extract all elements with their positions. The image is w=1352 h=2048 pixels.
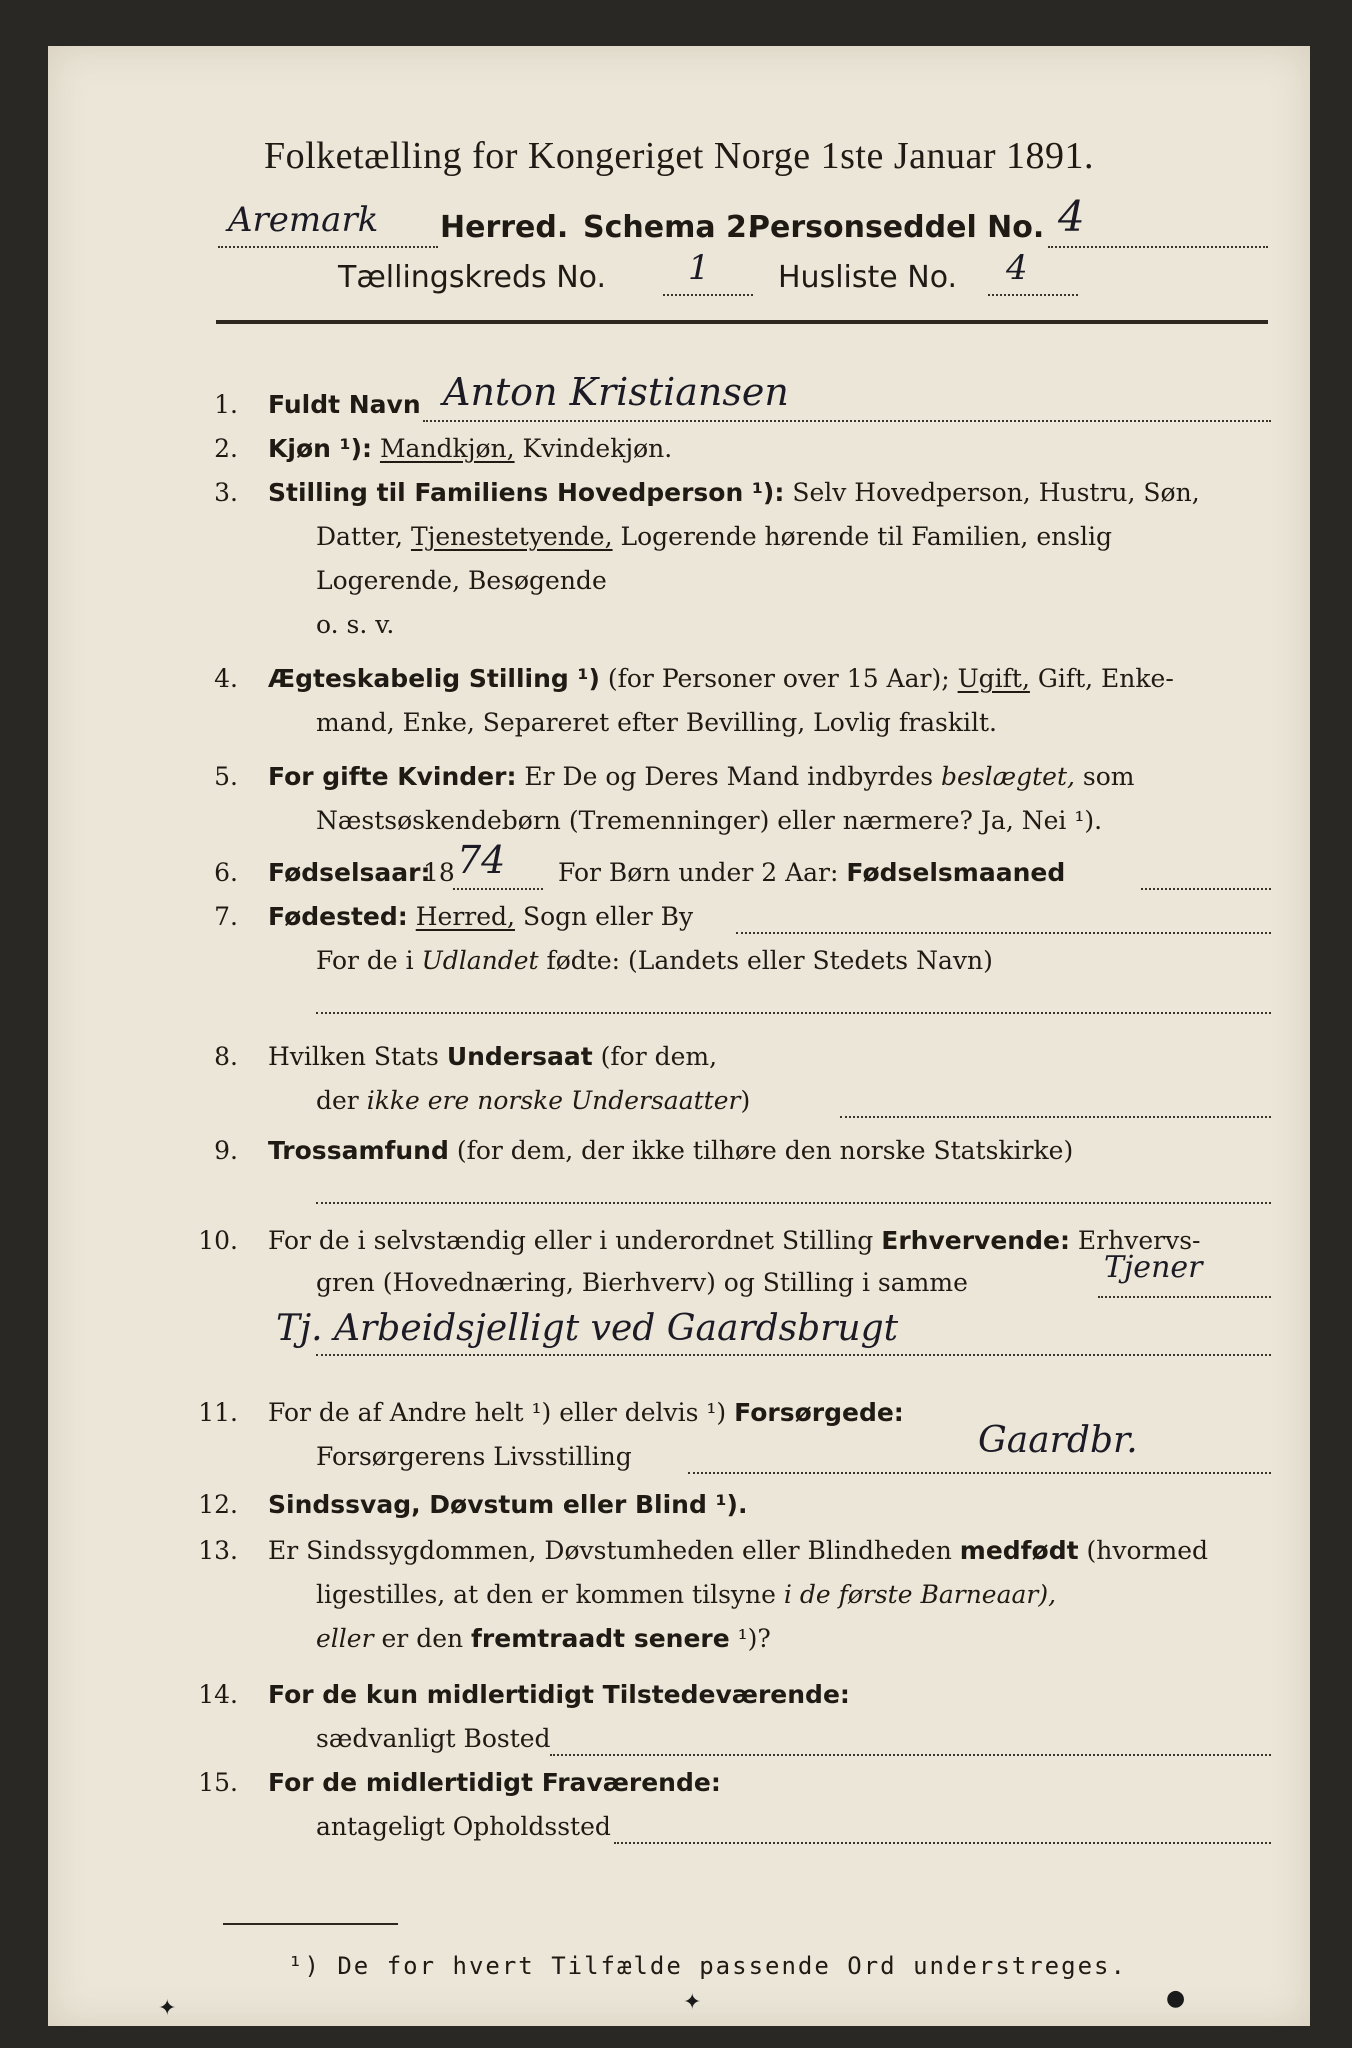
item-3-options-b: Logerende hørende til Familien, enslig (620, 522, 1113, 551)
item-3-line-4: o. s. v. (316, 610, 395, 639)
herred-field (218, 200, 438, 248)
kreds-label: Tællingskreds No. (338, 260, 606, 295)
item-13-fremtraadt: fremtraadt senere (471, 1624, 730, 1653)
item-13-number: 13. (198, 1536, 238, 1565)
item-11-number: 11. (198, 1398, 238, 1427)
item-1-number: 1. (214, 390, 238, 419)
kreds-value: 1 (688, 248, 710, 288)
occupation-value-1: Tjener (1104, 1250, 1203, 1285)
occupation-field-1 (1098, 1250, 1271, 1298)
item-4-note: (for Personer over 15 Aar); (607, 664, 950, 693)
form-title: Folketælling for Kongeriget Norge 1ste Januar 1891. (263, 135, 1095, 177)
item-6-label: Fødselsaar: (268, 858, 431, 887)
item-7-herred-option: Herred, (415, 902, 515, 931)
item-6-number: 6. (214, 858, 238, 887)
item-11-question: For de af Andre helt ¹) eller delvis ¹) (268, 1398, 727, 1427)
item-13-medfodt: medfødt (959, 1536, 1079, 1565)
item-9-line (268, 1136, 1073, 1165)
herred-value: Aremark (228, 200, 379, 240)
item-9-number: 9. (214, 1136, 238, 1165)
item-4-line-1 (268, 664, 1174, 693)
birth-month-field (1141, 852, 1271, 890)
item-8-question: Hvilken Stats (268, 1042, 439, 1071)
item-13-eller: eller (316, 1624, 374, 1653)
item-5-line-2: Næstsøskendebørn (Tremenninger) eller nærmere? Ja, Nei ¹). (316, 806, 1103, 835)
item-6-birth-month-label: Fødselsmaaned (846, 858, 1066, 887)
item-10-question: For de i selvstændig eller i underordnet Stilling (268, 1226, 874, 1255)
item-4-number: 4. (214, 664, 238, 693)
occupation-field-2 (276, 1308, 1271, 1356)
item-13-line-2 (316, 1580, 1056, 1609)
item-12-label: Sindssvag, Døvstum eller Blind ¹). (268, 1490, 748, 1519)
item-7-label: Fødested: (268, 902, 408, 931)
item-10-erhvervs: Erhvervs- (1077, 1226, 1201, 1255)
item-5-question: Er De og Deres Mand indbyrdes (524, 762, 934, 791)
item-1-label: Fuldt Navn (268, 390, 421, 419)
item-13-hvormed: (hvormed (1086, 1536, 1209, 1565)
item-7-line-2 (316, 946, 993, 975)
husliste-label: Husliste No. (778, 260, 958, 295)
item-2-line (268, 434, 672, 463)
item-7-line-1 (268, 902, 693, 931)
item-5-beslaegtet: beslægtet, (941, 762, 1075, 791)
item-14-line-2: sædvanligt Bosted (316, 1724, 551, 1753)
item-4-line-2: mand, Enke, Separeret efter Bevilling, Lovlig fraskilt. (316, 708, 997, 737)
item-8-der: der (316, 1086, 359, 1115)
item-4-label: Ægteskabelig Stilling ¹) (268, 664, 600, 693)
kreds-field (663, 248, 753, 296)
item-3-line-1 (268, 478, 1200, 507)
item-3-line-3: Logerende, Besøgende (316, 566, 607, 595)
footnote-rule (223, 1923, 398, 1925)
ink-mark-right: ● (1166, 1986, 1186, 2011)
item-11-line-2: Forsørgerens Livsstilling (316, 1442, 632, 1471)
birthplace-field (736, 896, 1271, 934)
foreign-birthplace-field (316, 982, 1271, 1014)
ink-mark-center: ✦ (683, 1990, 702, 2015)
item-4-ugift-option: Ugift, (957, 664, 1030, 693)
item-10-line-2: gren (Hovednæring, Bierhverv) og Stilling i samme (316, 1268, 968, 1297)
item-11-line-1 (268, 1398, 904, 1427)
item-13-line-3 (316, 1624, 771, 1653)
gender-male-option: Mandkjøn, (379, 434, 515, 463)
item-13-barneaar: i de første Barneaar), (783, 1580, 1057, 1609)
husliste-value: 4 (1006, 248, 1028, 288)
item-7-country-note: fødte: (Landets eller Stedets Navn) (546, 946, 993, 975)
item-7-number: 7. (214, 902, 238, 931)
ink-mark-left: ✦ (158, 1996, 177, 2021)
item-8-line-2: der ikke ere norske Undersaatter) (316, 1086, 751, 1115)
personseddel-field (1048, 192, 1268, 248)
item-14-number: 14. (198, 1680, 238, 1709)
item-13-er-den: er den (381, 1624, 464, 1653)
occupation-value-2: Tj. Arbeidsjelligt ved Gaardsbrugt (276, 1308, 899, 1349)
full-name-value: Anton Kristiansen (443, 370, 789, 414)
item-15-number: 15. (198, 1768, 238, 1797)
census-form-page (48, 46, 1310, 2026)
item-3-number: 3. (214, 478, 238, 507)
item-8-ikke-norske: ikke ere norske Undersaatter (366, 1086, 741, 1115)
item-2-number: 2. (214, 434, 238, 463)
item-3-label: Stilling til Familiens Hovedperson ¹): (268, 478, 785, 507)
item-8-number: 8. (214, 1042, 238, 1071)
birth-year-prefix: 18 (423, 858, 455, 887)
birth-year-value: 74 (457, 838, 506, 882)
item-6-under-two (558, 858, 1065, 887)
item-15-label: For de midlertidigt Fraværende: (268, 1768, 721, 1797)
provider-field (688, 1420, 1271, 1474)
item-7-udlandet: Udlandet (421, 946, 539, 975)
item-12-number: 12. (198, 1490, 238, 1519)
item-8-label: Undersaat (446, 1042, 593, 1071)
item-9-label: Trossamfund (268, 1136, 449, 1165)
item-15-line-2: antageligt Opholdssted (316, 1812, 611, 1841)
item-14-label: For de kun midlertidigt Tilstedeværende: (268, 1680, 850, 1709)
item-10-label: Erhvervende: (881, 1226, 1070, 1255)
item-5-som: som (1082, 762, 1135, 791)
item-10-number: 10. (198, 1226, 238, 1255)
nationality-field (840, 1080, 1271, 1118)
item-7-for-de-i: For de i (316, 946, 414, 975)
item-11-label: Forsørgede: (734, 1398, 904, 1427)
item-13-question: Er Sindssygdommen, Døvstumheden eller Blindheden (268, 1536, 952, 1565)
item-3-line-2 (316, 522, 1112, 551)
header-rule (216, 320, 1268, 324)
item-5-line-1 (268, 762, 1135, 791)
item-8-line-1 (268, 1042, 717, 1071)
full-name-field (423, 370, 1271, 422)
religion-field (316, 1172, 1271, 1204)
item-5-label: For gifte Kvinder: (268, 762, 517, 791)
item-3-options-a: Selv Hovedperson, Hustru, Søn, (792, 478, 1200, 507)
item-3-datter: Datter, (316, 522, 403, 551)
schema-label: Schema 2. (583, 210, 759, 245)
husliste-field (988, 248, 1078, 296)
item-8-for-dem: (for dem, (600, 1042, 718, 1071)
probable-residence-field (614, 1806, 1271, 1844)
footnote: ¹) De for hvert Tilfælde passende Ord understreges. (288, 1952, 1127, 1980)
personseddel-value: 4 (1058, 192, 1085, 241)
usual-residence-field (550, 1718, 1271, 1756)
herred-label: Herred. (440, 210, 569, 245)
birth-year-field (453, 838, 543, 890)
item-13-line-1 (268, 1536, 1208, 1565)
item-13-tilsyne: ligestilles, at den er kommen tilsyne (316, 1580, 776, 1609)
item-9-note: (for dem, der ikke tilhøre den norske Statskirke) (456, 1136, 1074, 1165)
item-6-note: For Børn under 2 Aar: (558, 858, 839, 887)
item-7-options: Sogn eller By (522, 902, 694, 931)
item-13-qmark: ¹)? (737, 1624, 771, 1653)
item-3-tjenestetyende-option: Tjenestetyende, (410, 522, 613, 551)
item-5-number: 5. (214, 762, 238, 791)
item-4-options: Gift, Enke- (1037, 664, 1174, 693)
gender-female-option: Kvindekjøn. (522, 434, 673, 463)
provider-value: Gaardbr. (978, 1420, 1138, 1461)
item-2-label: Kjøn ¹): (268, 434, 372, 463)
personseddel-label: Personseddel No. (748, 210, 1045, 245)
item-10-line-1 (268, 1226, 1200, 1255)
